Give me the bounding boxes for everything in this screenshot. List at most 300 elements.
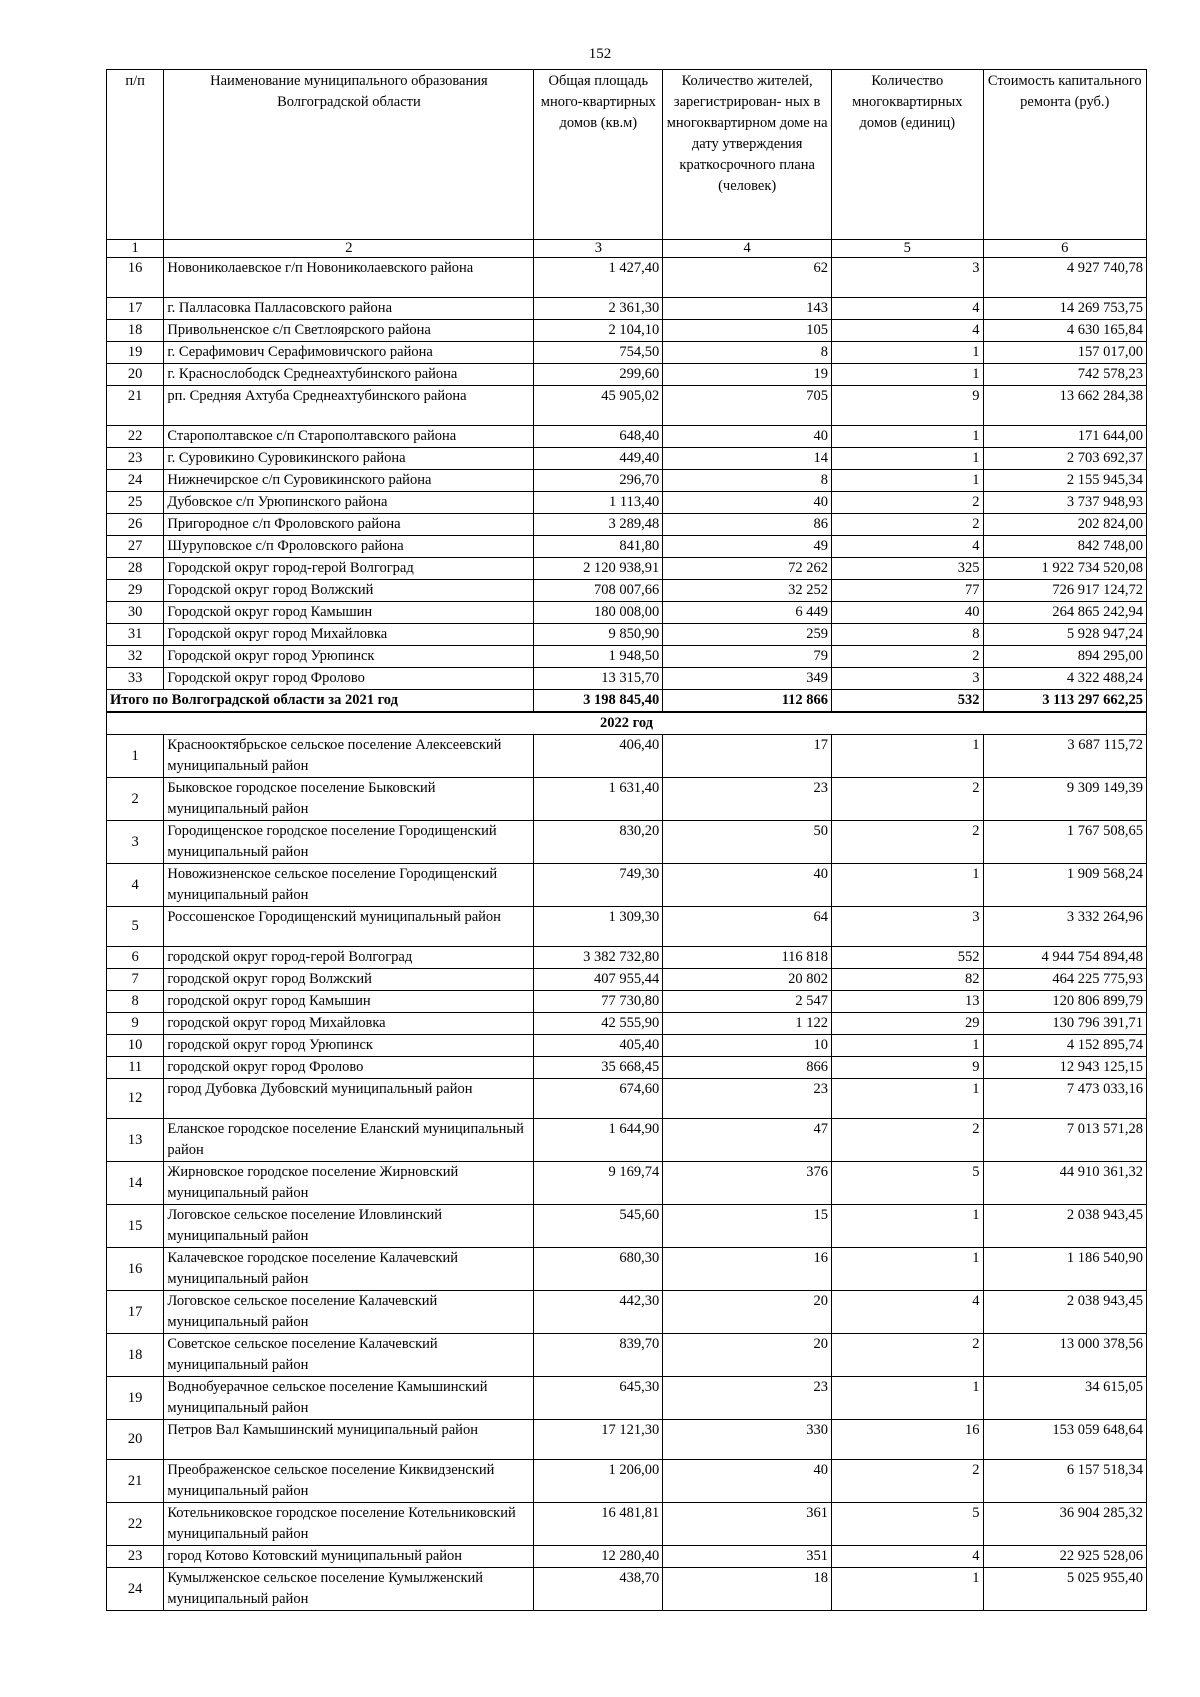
section-2022-row <box>107 712 1147 735</box>
column-number: 4 <box>663 240 832 258</box>
table-row <box>107 364 1147 386</box>
row-residents: 20 <box>663 1291 832 1334</box>
row-number: 6 <box>107 947 164 969</box>
table-row <box>107 1377 1147 1420</box>
row-cost: 2 703 692,37 <box>983 448 1146 470</box>
row-number: 7 <box>107 969 164 991</box>
table-row <box>107 258 1147 298</box>
row-houses: 2 <box>832 778 984 821</box>
row-houses: 3 <box>832 668 984 690</box>
row-houses: 2 <box>832 514 984 536</box>
row-residents: 50 <box>663 821 832 864</box>
row-cost: 2 155 945,34 <box>983 470 1146 492</box>
row-houses: 1 <box>832 1568 984 1611</box>
row-residents: 349 <box>663 668 832 690</box>
row-residents: 19 <box>663 364 832 386</box>
row-area: 754,50 <box>534 342 663 364</box>
row-area: 645,30 <box>534 1377 663 1420</box>
row-municipality: г. Серафимович Серафимовичского района <box>164 342 534 364</box>
row-number: 19 <box>107 342 164 364</box>
row-number: 28 <box>107 558 164 580</box>
row-number: 29 <box>107 580 164 602</box>
row-area: 1 644,90 <box>534 1119 663 1162</box>
row-cost: 6 157 518,34 <box>983 1460 1146 1503</box>
row-cost: 726 917 124,72 <box>983 580 1146 602</box>
row-residents: 16 <box>663 1248 832 1291</box>
row-number: 25 <box>107 492 164 514</box>
row-number: 20 <box>107 1420 164 1460</box>
total-area: 3 198 845,40 <box>534 690 663 713</box>
row-residents: 15 <box>663 1205 832 1248</box>
row-residents: 40 <box>663 426 832 448</box>
row-houses: 1 <box>832 1377 984 1420</box>
row-municipality: Городской округ город Камышин <box>164 602 534 624</box>
row-number: 24 <box>107 470 164 492</box>
row-municipality: Городской округ город-герой Волгоград <box>164 558 534 580</box>
table-row <box>107 320 1147 342</box>
row-cost: 3 737 948,93 <box>983 492 1146 514</box>
row-area: 438,70 <box>534 1568 663 1611</box>
table-row <box>107 602 1147 624</box>
row-residents: 79 <box>663 646 832 668</box>
column-number: 1 <box>107 240 164 258</box>
row-houses: 9 <box>832 386 984 426</box>
row-number: 17 <box>107 298 164 320</box>
row-residents: 62 <box>663 258 832 298</box>
table-row <box>107 1460 1147 1503</box>
row-municipality: городской округ город Фролово <box>164 1057 534 1079</box>
row-houses: 2 <box>832 646 984 668</box>
row-cost: 12 943 125,15 <box>983 1057 1146 1079</box>
table-row <box>107 426 1147 448</box>
row-municipality: Нижнечирское с/п Суровикинского района <box>164 470 534 492</box>
row-houses: 2 <box>832 821 984 864</box>
row-cost: 36 904 285,32 <box>983 1503 1146 1546</box>
row-houses: 4 <box>832 1546 984 1568</box>
row-municipality: Городской округ город Михайловка <box>164 624 534 646</box>
row-number: 16 <box>107 258 164 298</box>
table-row <box>107 1420 1147 1460</box>
row-area: 1 113,40 <box>534 492 663 514</box>
row-houses: 5 <box>832 1162 984 1205</box>
row-area: 708 007,66 <box>534 580 663 602</box>
row-residents: 361 <box>663 1503 832 1546</box>
column-numbers-row <box>107 240 1147 258</box>
row-houses: 4 <box>832 1291 984 1334</box>
row-area: 16 481,81 <box>534 1503 663 1546</box>
row-area: 35 668,45 <box>534 1057 663 1079</box>
housing-repair-table <box>106 69 1147 1611</box>
row-municipality: Привольненское с/п Светлоярского района <box>164 320 534 342</box>
row-residents: 6 449 <box>663 602 832 624</box>
table-row <box>107 1079 1147 1119</box>
row-municipality: Быковское городское поселение Быковский муниципальный район <box>164 778 534 821</box>
row-cost: 4 944 754 894,48 <box>983 947 1146 969</box>
table-row <box>107 1568 1147 1611</box>
table-row <box>107 342 1147 364</box>
row-number: 2 <box>107 778 164 821</box>
row-residents: 259 <box>663 624 832 646</box>
row-houses: 1 <box>832 735 984 778</box>
row-municipality: Новожизненское сельское поселение Городищенский муниципальный район <box>164 864 534 907</box>
row-number: 1 <box>107 735 164 778</box>
header-houses: Количество многоквартирных домов (единиц) <box>832 70 984 240</box>
row-residents: 705 <box>663 386 832 426</box>
row-houses: 1 <box>832 364 984 386</box>
table-row <box>107 558 1147 580</box>
row-residents: 40 <box>663 864 832 907</box>
row-residents: 32 252 <box>663 580 832 602</box>
row-houses: 1 <box>832 1079 984 1119</box>
row-area: 680,30 <box>534 1248 663 1291</box>
row-number: 24 <box>107 1568 164 1611</box>
header-cost: Стоимость капитального ремонта (руб.) <box>983 70 1146 240</box>
row-area: 3 382 732,80 <box>534 947 663 969</box>
row-residents: 40 <box>663 492 832 514</box>
row-municipality: городской округ город-герой Волгоград <box>164 947 534 969</box>
row-residents: 40 <box>663 1460 832 1503</box>
table-row <box>107 1035 1147 1057</box>
table-row <box>107 624 1147 646</box>
column-number: 6 <box>983 240 1146 258</box>
table-row <box>107 1013 1147 1035</box>
row-municipality: Краснооктябрьское сельское поселение Алексеевский муниципальный район <box>164 735 534 778</box>
section-2022-title: 2022 год <box>107 712 1147 735</box>
row-municipality: город Дубовка Дубовский муниципальный район <box>164 1079 534 1119</box>
row-municipality: Городской округ город Фролово <box>164 668 534 690</box>
row-area: 1 427,40 <box>534 258 663 298</box>
total-row <box>107 690 1147 713</box>
row-municipality: Городской округ город Урюпинск <box>164 646 534 668</box>
row-houses: 9 <box>832 1057 984 1079</box>
row-residents: 23 <box>663 778 832 821</box>
header-municipality: Наименование муниципального образования Волгоградской области <box>164 70 534 240</box>
row-number: 19 <box>107 1377 164 1420</box>
row-cost: 13 000 378,56 <box>983 1334 1146 1377</box>
row-cost: 1 186 540,90 <box>983 1248 1146 1291</box>
row-houses: 40 <box>832 602 984 624</box>
table-row <box>107 1205 1147 1248</box>
row-area: 405,40 <box>534 1035 663 1057</box>
row-municipality: Петров Вал Камышинский муниципальный район <box>164 1420 534 1460</box>
row-municipality: г. Краснослободск Среднеахтубинского района <box>164 364 534 386</box>
row-cost: 2 038 943,45 <box>983 1291 1146 1334</box>
row-residents: 351 <box>663 1546 832 1568</box>
table-row <box>107 1162 1147 1205</box>
row-number: 12 <box>107 1079 164 1119</box>
row-number: 26 <box>107 514 164 536</box>
row-residents: 866 <box>663 1057 832 1079</box>
row-houses: 82 <box>832 969 984 991</box>
table-row <box>107 907 1147 947</box>
table-row <box>107 969 1147 991</box>
table-row <box>107 821 1147 864</box>
row-municipality: городской округ город Михайловка <box>164 1013 534 1035</box>
row-residents: 86 <box>663 514 832 536</box>
row-number: 13 <box>107 1119 164 1162</box>
row-cost: 7 473 033,16 <box>983 1079 1146 1119</box>
row-area: 3 289,48 <box>534 514 663 536</box>
row-houses: 1 <box>832 342 984 364</box>
row-houses: 2 <box>832 1119 984 1162</box>
row-municipality: Логовское сельское поселение Калачевский муниципальный район <box>164 1291 534 1334</box>
total-2021 <box>107 690 1147 735</box>
row-area: 648,40 <box>534 426 663 448</box>
table-row <box>107 1503 1147 1546</box>
row-municipality: рп. Средняя Ахтуба Среднеахтубинского района <box>164 386 534 426</box>
rows-2021 <box>107 258 1147 690</box>
row-residents: 17 <box>663 735 832 778</box>
row-area: 180 008,00 <box>534 602 663 624</box>
table-row <box>107 778 1147 821</box>
row-municipality: г. Суровикино Суровикинского района <box>164 448 534 470</box>
row-area: 839,70 <box>534 1334 663 1377</box>
row-residents: 116 818 <box>663 947 832 969</box>
row-cost: 4 322 488,24 <box>983 668 1146 690</box>
row-municipality: Россошенское Городищенский муниципальный район <box>164 907 534 947</box>
row-residents: 23 <box>663 1079 832 1119</box>
row-houses: 29 <box>832 1013 984 1035</box>
row-area: 841,80 <box>534 536 663 558</box>
row-houses: 552 <box>832 947 984 969</box>
row-area: 13 315,70 <box>534 668 663 690</box>
row-area: 2 120 938,91 <box>534 558 663 580</box>
row-municipality: Логовское сельское поселение Иловлинский муниципальный район <box>164 1205 534 1248</box>
row-cost: 4 152 895,74 <box>983 1035 1146 1057</box>
row-residents: 14 <box>663 448 832 470</box>
row-cost: 22 925 528,06 <box>983 1546 1146 1568</box>
row-municipality: Новониколаевское г/п Новониколаевского района <box>164 258 534 298</box>
row-residents: 64 <box>663 907 832 947</box>
row-area: 674,60 <box>534 1079 663 1119</box>
row-area: 407 955,44 <box>534 969 663 991</box>
table-header-row <box>107 70 1147 240</box>
table-row <box>107 1248 1147 1291</box>
row-residents: 8 <box>663 342 832 364</box>
row-area: 449,40 <box>534 448 663 470</box>
row-cost: 5 928 947,24 <box>983 624 1146 646</box>
row-number: 33 <box>107 668 164 690</box>
row-number: 11 <box>107 1057 164 1079</box>
total-houses: 532 <box>832 690 984 713</box>
row-cost: 153 059 648,64 <box>983 1420 1146 1460</box>
row-number: 21 <box>107 1460 164 1503</box>
row-houses: 1 <box>832 864 984 907</box>
row-number: 18 <box>107 1334 164 1377</box>
row-area: 45 905,02 <box>534 386 663 426</box>
row-residents: 23 <box>663 1377 832 1420</box>
total-cost: 3 113 297 662,25 <box>983 690 1146 713</box>
row-area: 1 631,40 <box>534 778 663 821</box>
row-houses: 1 <box>832 1205 984 1248</box>
row-number: 10 <box>107 1035 164 1057</box>
row-municipality: Городской округ город Волжский <box>164 580 534 602</box>
row-cost: 120 806 899,79 <box>983 991 1146 1013</box>
row-cost: 7 013 571,28 <box>983 1119 1146 1162</box>
row-houses: 1 <box>832 1248 984 1291</box>
row-area: 299,60 <box>534 364 663 386</box>
table-row <box>107 386 1147 426</box>
row-area: 1 206,00 <box>534 1460 663 1503</box>
row-area: 2 104,10 <box>534 320 663 342</box>
row-houses: 2 <box>832 492 984 514</box>
row-houses: 4 <box>832 320 984 342</box>
table-row <box>107 1057 1147 1079</box>
table-row <box>107 1334 1147 1377</box>
table-row <box>107 470 1147 492</box>
table-row <box>107 1291 1147 1334</box>
table-row <box>107 864 1147 907</box>
row-area: 442,30 <box>534 1291 663 1334</box>
row-area: 12 280,40 <box>534 1546 663 1568</box>
row-houses: 1 <box>832 426 984 448</box>
table-row <box>107 514 1147 536</box>
row-number: 4 <box>107 864 164 907</box>
row-houses: 8 <box>832 624 984 646</box>
table-row <box>107 536 1147 558</box>
row-cost: 1 922 734 520,08 <box>983 558 1146 580</box>
row-residents: 1 122 <box>663 1013 832 1035</box>
column-number: 5 <box>832 240 984 258</box>
row-houses: 77 <box>832 580 984 602</box>
header-residents: Количество жителей, зарегистрирован- ных в многоквартирном доме на дату утверждения краткосрочного плана (человек) <box>663 70 832 240</box>
row-number: 3 <box>107 821 164 864</box>
table-row <box>107 448 1147 470</box>
row-municipality: Пригородное с/п Фроловского района <box>164 514 534 536</box>
row-residents: 330 <box>663 1420 832 1460</box>
row-cost: 9 309 149,39 <box>983 778 1146 821</box>
row-houses: 4 <box>832 536 984 558</box>
total-label: Итого по Волгоградской области за 2021 год <box>107 690 534 713</box>
row-area: 406,40 <box>534 735 663 778</box>
row-cost: 171 644,00 <box>983 426 1146 448</box>
row-municipality: городской округ город Волжский <box>164 969 534 991</box>
row-municipality: город Котово Котовский муниципальный район <box>164 1546 534 1568</box>
row-number: 22 <box>107 1503 164 1546</box>
row-cost: 2 038 943,45 <box>983 1205 1146 1248</box>
row-number: 21 <box>107 386 164 426</box>
row-area: 1 309,30 <box>534 907 663 947</box>
row-municipality: Кумылженское сельское поселение Кумылженский муниципальный район <box>164 1568 534 1611</box>
row-residents: 49 <box>663 536 832 558</box>
row-number: 8 <box>107 991 164 1013</box>
row-municipality: Преображенское сельское поселение Киквидзенский муниципальный район <box>164 1460 534 1503</box>
row-cost: 894 295,00 <box>983 646 1146 668</box>
row-residents: 20 802 <box>663 969 832 991</box>
header-number: п/п <box>107 70 164 240</box>
row-area: 1 948,50 <box>534 646 663 668</box>
row-number: 16 <box>107 1248 164 1291</box>
row-residents: 18 <box>663 1568 832 1611</box>
row-houses: 1 <box>832 470 984 492</box>
row-municipality: Воднобуерачное сельское поселение Камышинский муниципальный район <box>164 1377 534 1420</box>
row-cost: 13 662 284,38 <box>983 386 1146 426</box>
row-number: 23 <box>107 1546 164 1568</box>
row-residents: 10 <box>663 1035 832 1057</box>
row-municipality: городской округ город Камышин <box>164 991 534 1013</box>
row-houses: 3 <box>832 907 984 947</box>
row-number: 27 <box>107 536 164 558</box>
row-municipality: Шуруповское с/п Фроловского района <box>164 536 534 558</box>
row-municipality: Советское сельское поселение Калачевский муниципальный район <box>164 1334 534 1377</box>
row-cost: 44 910 361,32 <box>983 1162 1146 1205</box>
table-row <box>107 1546 1147 1568</box>
row-number: 32 <box>107 646 164 668</box>
row-municipality: Дубовское с/п Урюпинского района <box>164 492 534 514</box>
row-residents: 143 <box>663 298 832 320</box>
row-area: 9 169,74 <box>534 1162 663 1205</box>
row-houses: 13 <box>832 991 984 1013</box>
row-residents: 8 <box>663 470 832 492</box>
table-row <box>107 991 1147 1013</box>
row-houses: 16 <box>832 1420 984 1460</box>
row-cost: 157 017,00 <box>983 342 1146 364</box>
row-cost: 3 332 264,96 <box>983 907 1146 947</box>
row-residents: 20 <box>663 1334 832 1377</box>
page-number: 152 <box>588 46 612 62</box>
row-area: 77 730,80 <box>534 991 663 1013</box>
row-houses: 2 <box>832 1460 984 1503</box>
row-houses: 325 <box>832 558 984 580</box>
row-houses: 1 <box>832 448 984 470</box>
row-area: 545,60 <box>534 1205 663 1248</box>
row-houses: 2 <box>832 1334 984 1377</box>
row-number: 20 <box>107 364 164 386</box>
total-residents: 112 866 <box>663 690 832 713</box>
row-cost: 14 269 753,75 <box>983 298 1146 320</box>
row-number: 14 <box>107 1162 164 1205</box>
row-municipality: Жирновское городское поселение Жирновский муниципальный район <box>164 1162 534 1205</box>
row-number: 23 <box>107 448 164 470</box>
row-residents: 72 262 <box>663 558 832 580</box>
row-number: 30 <box>107 602 164 624</box>
row-cost: 1 767 508,65 <box>983 821 1146 864</box>
row-cost: 842 748,00 <box>983 536 1146 558</box>
row-cost: 264 865 242,94 <box>983 602 1146 624</box>
row-municipality: Котельниковское городское поселение Котельниковский муниципальный район <box>164 1503 534 1546</box>
row-municipality: Калачевское городское поселение Калачевский муниципальный район <box>164 1248 534 1291</box>
row-cost: 1 909 568,24 <box>983 864 1146 907</box>
table-row <box>107 580 1147 602</box>
row-number: 15 <box>107 1205 164 1248</box>
row-area: 749,30 <box>534 864 663 907</box>
row-residents: 2 547 <box>663 991 832 1013</box>
row-municipality: Городищенское городское поселение Городищенский муниципальный район <box>164 821 534 864</box>
row-municipality: городской округ город Урюпинск <box>164 1035 534 1057</box>
table-row <box>107 1119 1147 1162</box>
row-cost: 202 824,00 <box>983 514 1146 536</box>
row-residents: 376 <box>663 1162 832 1205</box>
row-cost: 3 687 115,72 <box>983 735 1146 778</box>
row-cost: 34 615,05 <box>983 1377 1146 1420</box>
table-row <box>107 947 1147 969</box>
row-area: 296,70 <box>534 470 663 492</box>
row-number: 31 <box>107 624 164 646</box>
row-cost: 130 796 391,71 <box>983 1013 1146 1035</box>
row-cost: 4 630 165,84 <box>983 320 1146 342</box>
row-cost: 4 927 740,78 <box>983 258 1146 298</box>
row-number: 9 <box>107 1013 164 1035</box>
table-row <box>107 668 1147 690</box>
column-number: 2 <box>164 240 534 258</box>
row-houses: 3 <box>832 258 984 298</box>
row-cost: 464 225 775,93 <box>983 969 1146 991</box>
row-area: 830,20 <box>534 821 663 864</box>
header-area: Общая площадь много-квартирных домов (кв.м) <box>534 70 663 240</box>
row-cost: 742 578,23 <box>983 364 1146 386</box>
row-area: 42 555,90 <box>534 1013 663 1035</box>
rows-2022 <box>107 735 1147 1611</box>
